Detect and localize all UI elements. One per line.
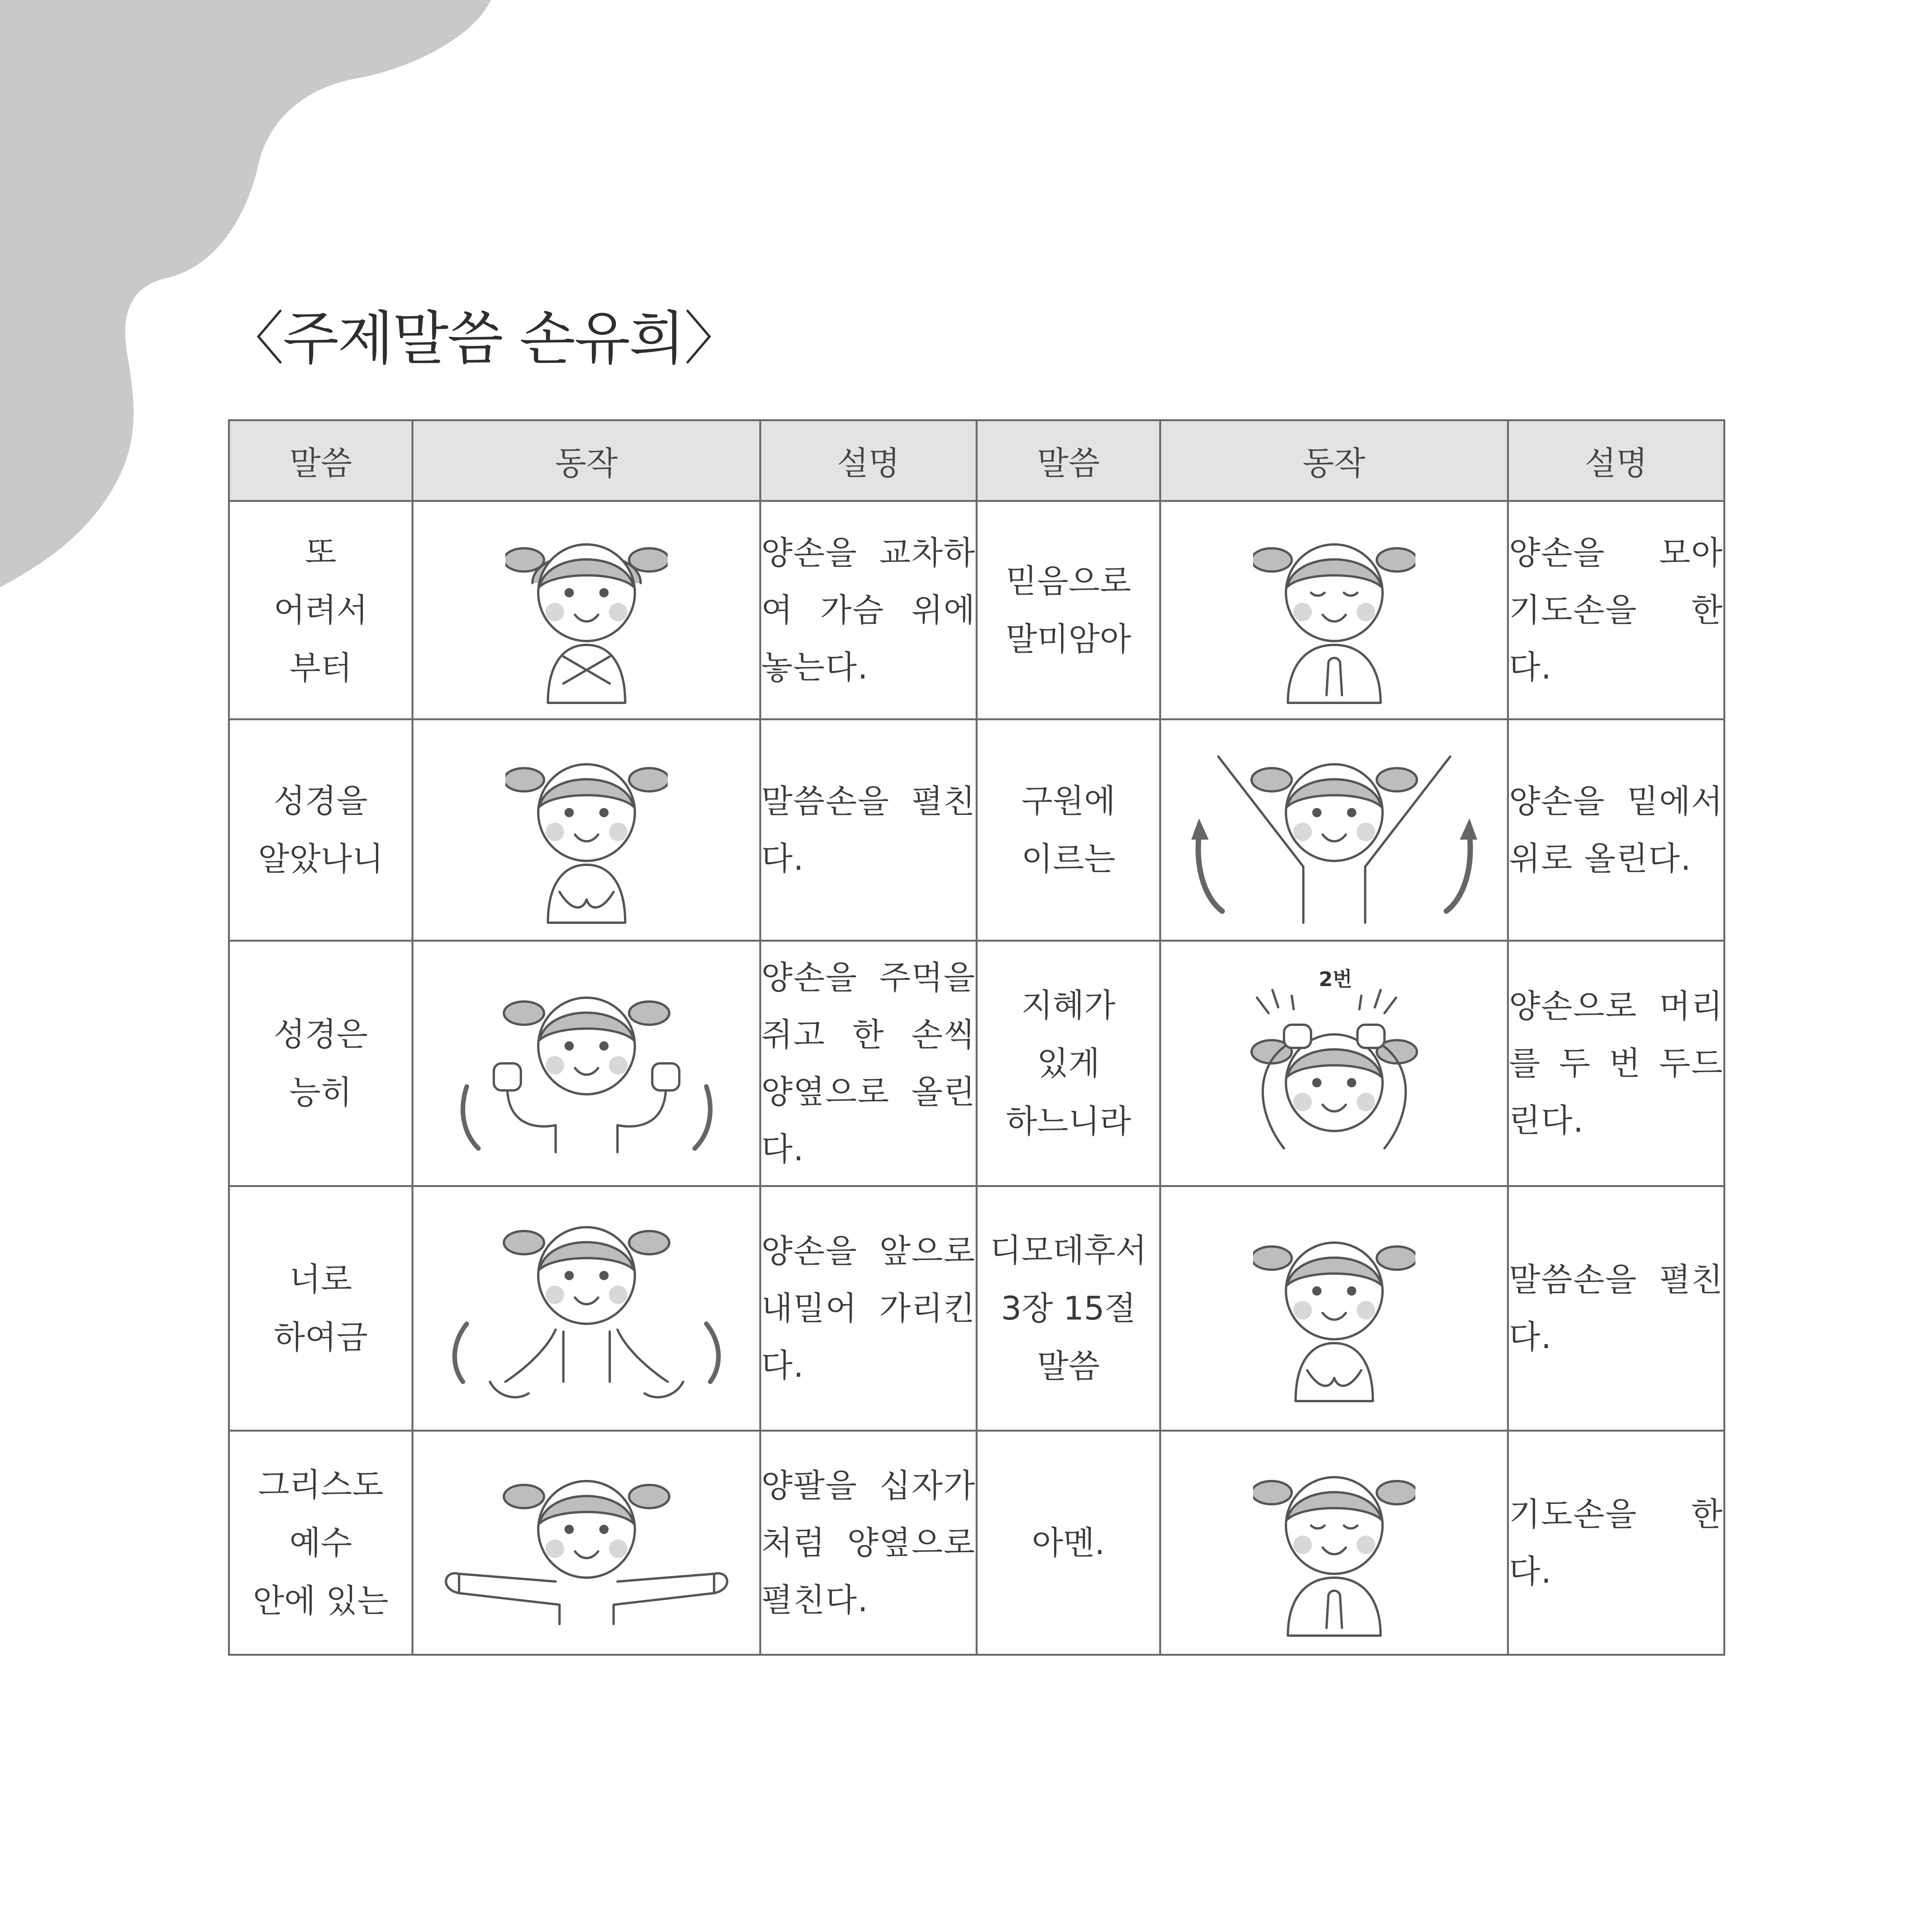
description-cell: 양손을 교차하여 가슴 위에 놓는다. bbox=[760, 501, 977, 719]
word-cell: 구원에 이르는 bbox=[977, 719, 1160, 941]
header-word: 말씀 bbox=[229, 420, 413, 501]
action-cell bbox=[413, 1186, 760, 1431]
header-action: 동작 bbox=[1160, 420, 1508, 501]
description-cell: 기도손을 한다. bbox=[1508, 1431, 1725, 1655]
action-cell bbox=[1160, 1186, 1508, 1431]
action-cell bbox=[1160, 1431, 1508, 1655]
tap-count-note: 2번 bbox=[1318, 968, 1352, 991]
description-cell: 말씀손을 펼친다. bbox=[760, 719, 977, 941]
open-book-hands-girl-icon bbox=[1253, 1212, 1415, 1405]
word-cell: 그리스도 예수 안에 있는 bbox=[229, 1431, 413, 1655]
description-cell: 양팔을 십자가처럼 양옆으로 펼친다. bbox=[760, 1431, 977, 1655]
description-cell: 양손을 앞으로 내밀어 가리킨다. bbox=[760, 1186, 977, 1431]
word-cell: 디모데후서 3장 15절 말씀 bbox=[977, 1186, 1160, 1431]
table-row bbox=[229, 501, 1725, 719]
word-cell: 성경을 알았나니 bbox=[229, 719, 413, 941]
table-row bbox=[229, 719, 1725, 941]
action-cell bbox=[1160, 719, 1508, 941]
header-description: 설명 bbox=[760, 420, 977, 501]
word-cell: 성경은 능히 bbox=[229, 941, 413, 1186]
description-cell: 양손을 주먹을 쥐고 한 손씩 양옆으로 올린다. bbox=[760, 941, 977, 1186]
table-row bbox=[229, 1186, 1725, 1431]
page-title: 〈주제말씀 손유희〉 bbox=[226, 305, 741, 372]
word-cell: 지혜가 있게 하느니라 bbox=[977, 941, 1160, 1186]
crossed-arms-girl-icon bbox=[505, 514, 668, 707]
pointing-forward-girl-icon bbox=[432, 1200, 741, 1417]
action-cell bbox=[1160, 941, 1508, 1186]
arms-spread-girl-icon bbox=[424, 1458, 749, 1628]
arms-raised-girl-icon bbox=[1176, 733, 1493, 927]
word-cell: 또 어려서 부터 bbox=[229, 501, 413, 719]
action-cell bbox=[1160, 501, 1508, 719]
fists-raised-girl-icon bbox=[436, 971, 737, 1156]
action-cell bbox=[413, 719, 760, 941]
word-cell: 아멘. bbox=[977, 1431, 1160, 1655]
table-row bbox=[229, 941, 1725, 1186]
open-book-hands-girl-icon bbox=[505, 733, 668, 927]
praying-girl-icon bbox=[1253, 1446, 1415, 1639]
head-tapping-girl-icon bbox=[1226, 967, 1442, 1160]
header-action: 동작 bbox=[413, 420, 760, 501]
description-cell: 양손을 모아 기도손을 한다. bbox=[1508, 501, 1725, 719]
description-cell: 말씀손을 펼친다. bbox=[1508, 1186, 1725, 1431]
description-cell: 양손으로 머리를 두 번 두드린다. bbox=[1508, 941, 1725, 1186]
word-cell: 너로 하여금 bbox=[229, 1186, 413, 1431]
header-word: 말씀 bbox=[977, 420, 1160, 501]
action-cell bbox=[413, 501, 760, 719]
table-header-row bbox=[229, 420, 1725, 501]
description-cell: 양손을 밑에서 위로 올린다. bbox=[1508, 719, 1725, 941]
header-description: 설명 bbox=[1508, 420, 1725, 501]
action-cell bbox=[413, 1431, 760, 1655]
praying-girl-icon bbox=[1253, 514, 1415, 707]
action-cell bbox=[413, 941, 760, 1186]
word-cell: 믿음으로 말미암아 bbox=[977, 501, 1160, 719]
table-row bbox=[229, 1431, 1725, 1655]
hand-play-table bbox=[228, 419, 1725, 1656]
